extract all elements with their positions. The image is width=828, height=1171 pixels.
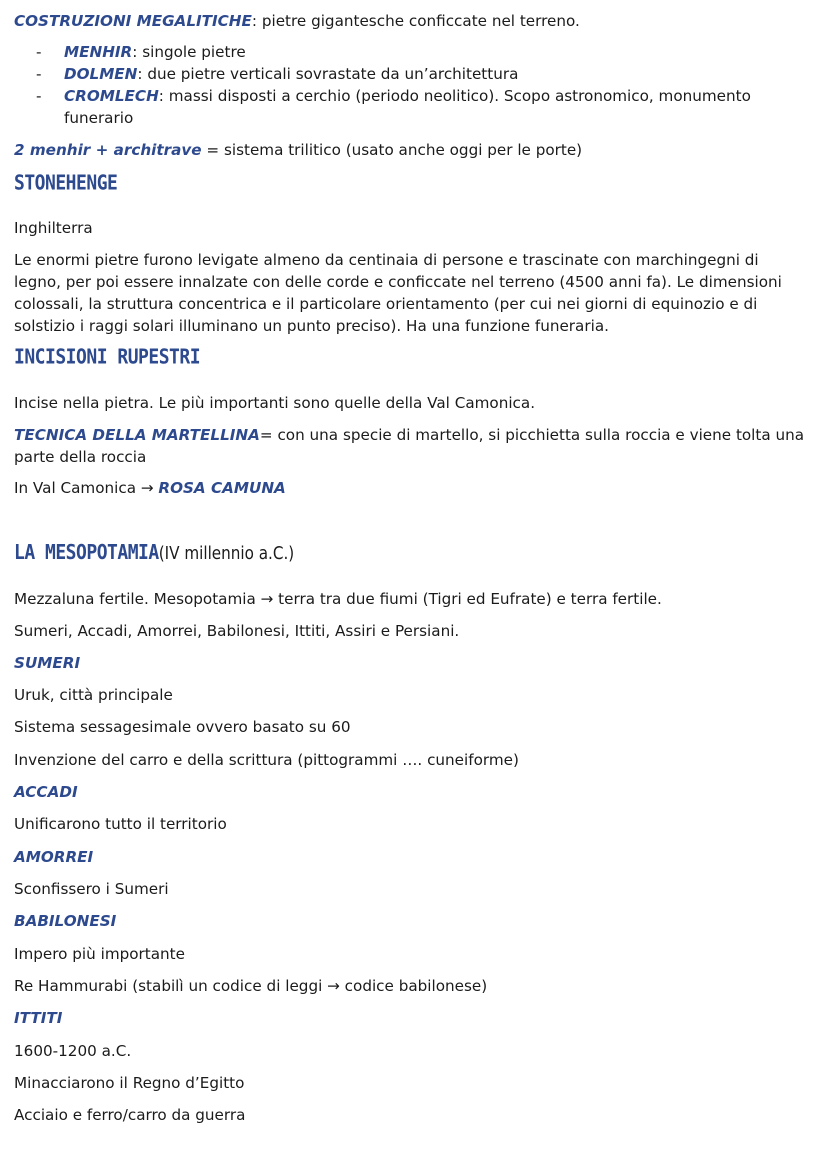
menhir-text: : singole pietre xyxy=(132,43,246,61)
cromlech-text: : massi disposti a cerchio (periodo neolitico). Scopo astronomico, monumento funerario xyxy=(64,87,751,127)
val-camonica-line xyxy=(14,477,286,499)
sumeri-line: Uruk, città principale xyxy=(14,686,173,704)
sumeri-line: Invenzione del carro e della scrittura (pittogrammi …. cuneiforme) xyxy=(14,751,519,769)
ittiti-line: Minacciarono il Regno d’Egitto xyxy=(14,1074,245,1092)
babilonesi-line: Impero più importante xyxy=(14,945,185,963)
trilitico-text: = sistema trilitico (usato anche oggi per le porte) xyxy=(201,141,583,159)
bullet-dash: - xyxy=(36,65,42,83)
list-item-cromlech xyxy=(36,85,816,129)
mesopotamia-line1: Mezzaluna fertile. Mesopotamia → terra tra due fiumi (Tigri ed Eufrate) e terra fertile. xyxy=(14,590,662,608)
trilitico-term: 2 menhir + architrave xyxy=(14,141,202,159)
stonehenge-paragraph: Le enormi pietre furono levigate almeno da centinaia di persone e trascinate con marchingegni di legno, per poi essere innalzate con delle corde e conficcate nel terreno (4500 anni fa). Le dimensioni colossali, la struttura concentrica e il particolare orientamento (per cui nei giorni di equinozio e di solstizio i raggi solari illuminano un punto preciso). Ha una funzione funeraria. xyxy=(14,251,782,335)
megalitiche-definition xyxy=(14,10,580,32)
sumeri-line: Sistema sessagesimale ovvero basato su 60 xyxy=(14,718,351,736)
menhir-term: MENHIR xyxy=(64,43,133,61)
list-item-dolmen xyxy=(36,63,816,85)
megalitiche-list xyxy=(36,41,816,129)
ittiti-line: Acciaio e ferro/carro da guerra xyxy=(14,1106,246,1124)
section-title-babilonesi: BABILONESI xyxy=(14,912,117,930)
ittiti-line: 1600-1200 a.C. xyxy=(14,1042,132,1060)
mesopotamia-line2: Sumeri, Accadi, Amorrei, Babilonesi, Ittiti, Assiri e Persiani. xyxy=(14,622,460,640)
bullet-dash: - xyxy=(36,87,42,105)
dolmen-term: DOLMEN xyxy=(64,65,138,83)
cromlech-term: CROMLECH xyxy=(64,87,159,105)
amorrei-line: Sconfissero i Sumeri xyxy=(14,880,169,898)
bullet-dash: - xyxy=(36,43,42,61)
list-item-menhir xyxy=(36,41,816,63)
tecnica-martellina xyxy=(14,424,806,468)
heading-mesopotamia xyxy=(14,541,294,565)
mesopotamia-title: LA MESOPOTAMIA xyxy=(14,540,159,565)
val-text: In Val Camonica → xyxy=(14,479,159,497)
megalitiche-text: : pietre gigantesche conficcate nel terreno. xyxy=(251,12,580,30)
trilitico-line xyxy=(14,139,582,161)
section-title-amorrei: AMORREI xyxy=(14,848,94,866)
babilonesi-line: Re Hammurabi (stabilì un codice di leggi → codice babilonese) xyxy=(14,977,488,995)
accadi-line: Unificarono tutto il territorio xyxy=(14,815,227,833)
megalitiche-term: COSTRUZIONI MEGALITICHE xyxy=(14,12,252,30)
incisioni-intro: Incise nella pietra. Le più importanti sono quelle della Val Camonica. xyxy=(14,394,536,412)
section-title-sumeri: SUMERI xyxy=(14,654,81,672)
mesopotamia-period: (IV millennio a.C.) xyxy=(158,543,295,564)
tecnica-term: TECNICA DELLA MARTELLINA xyxy=(14,426,260,444)
heading-incisioni: INCISIONI RUPESTRI xyxy=(14,344,201,369)
heading-stonehenge: STONEHENGE xyxy=(14,170,118,195)
stonehenge-place: Inghilterra xyxy=(14,219,93,237)
rosa-camuna-term: ROSA CAMUNA xyxy=(158,479,286,497)
dolmen-text: : due pietre verticali sovrastate da un’architettura xyxy=(137,65,519,83)
section-title-accadi: ACCADI xyxy=(14,783,78,801)
tecnica-text: = con una specie di martello, si picchietta sulla roccia e viene tolta una parte della roccia xyxy=(14,426,805,466)
section-title-ittiti: ITTITI xyxy=(14,1009,63,1027)
